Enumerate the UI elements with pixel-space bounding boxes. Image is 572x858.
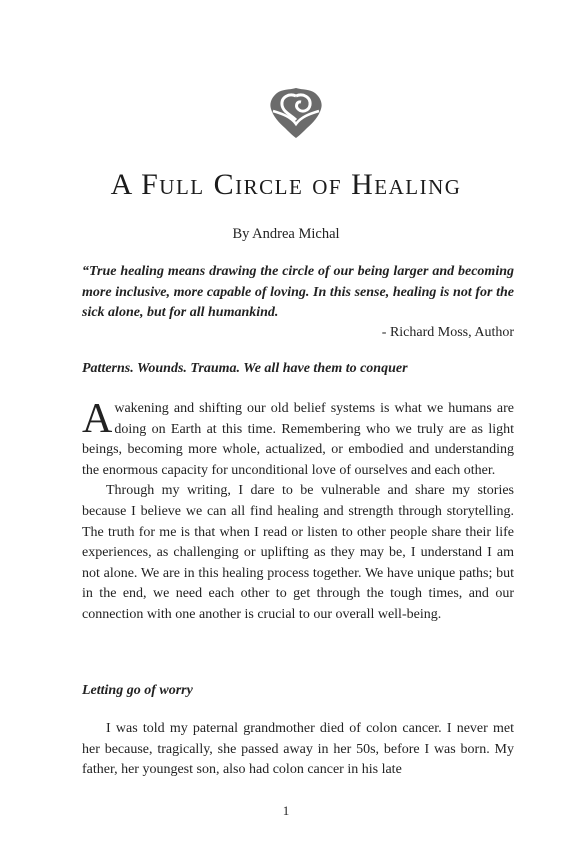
epigraph-quote: “True healing means drawing the circle of our being larger and becoming more inclusive, more capable of loving. In this sense, healing is not for the sick alone, but for all humankind.: [82, 264, 514, 320]
paragraph-grandmother: I was told my paternal grandmother died of colon cancer. I never met her because, tragically, she passed away in her 50s, before I was born. My father, her youngest son, also had colon cancer in his late: [82, 721, 514, 778]
section-heading-patterns: Patterns. Wounds. Trauma. We all have them to conquer: [82, 361, 408, 376]
section-heading-worry: Letting go of worry: [82, 683, 193, 698]
section-body-patterns: [82, 396, 514, 626]
author-byline: By Andrea Michal: [232, 226, 340, 242]
paragraph-writing: Through my writing, I dare to be vulnerable and share my stories because I believe we can all find healing and strength through storytelling. The truth for me is that when I read or listen to other people share their life experiences, as challenging or uplifting as they may be, I understand I am not alone. We are in this healing process together. We have unique paths; but in the end, we need each other to get through the tough times, and our connection with one another is crucial to our overall well-being.: [82, 483, 514, 622]
section-body-worry: [82, 719, 514, 781]
drop-cap: A: [82, 396, 113, 442]
heart-swirl-shield-logo: [265, 84, 327, 140]
paragraph-awakening: [82, 396, 514, 481]
article-title: A Full Circle of Healing: [110, 168, 462, 201]
page-number: 1: [282, 803, 290, 818]
paragraph-awakening-text: wakening and shifting our old belief systems is what we humans are doing on Earth at this time. Remembering who we truly are as light beings, becoming more whole, actualized, or embodied and understanding the enormous capacity for unconditional love of ourselves and each other.: [82, 401, 514, 478]
quote-attribution: - Richard Moss, Author: [381, 325, 514, 340]
